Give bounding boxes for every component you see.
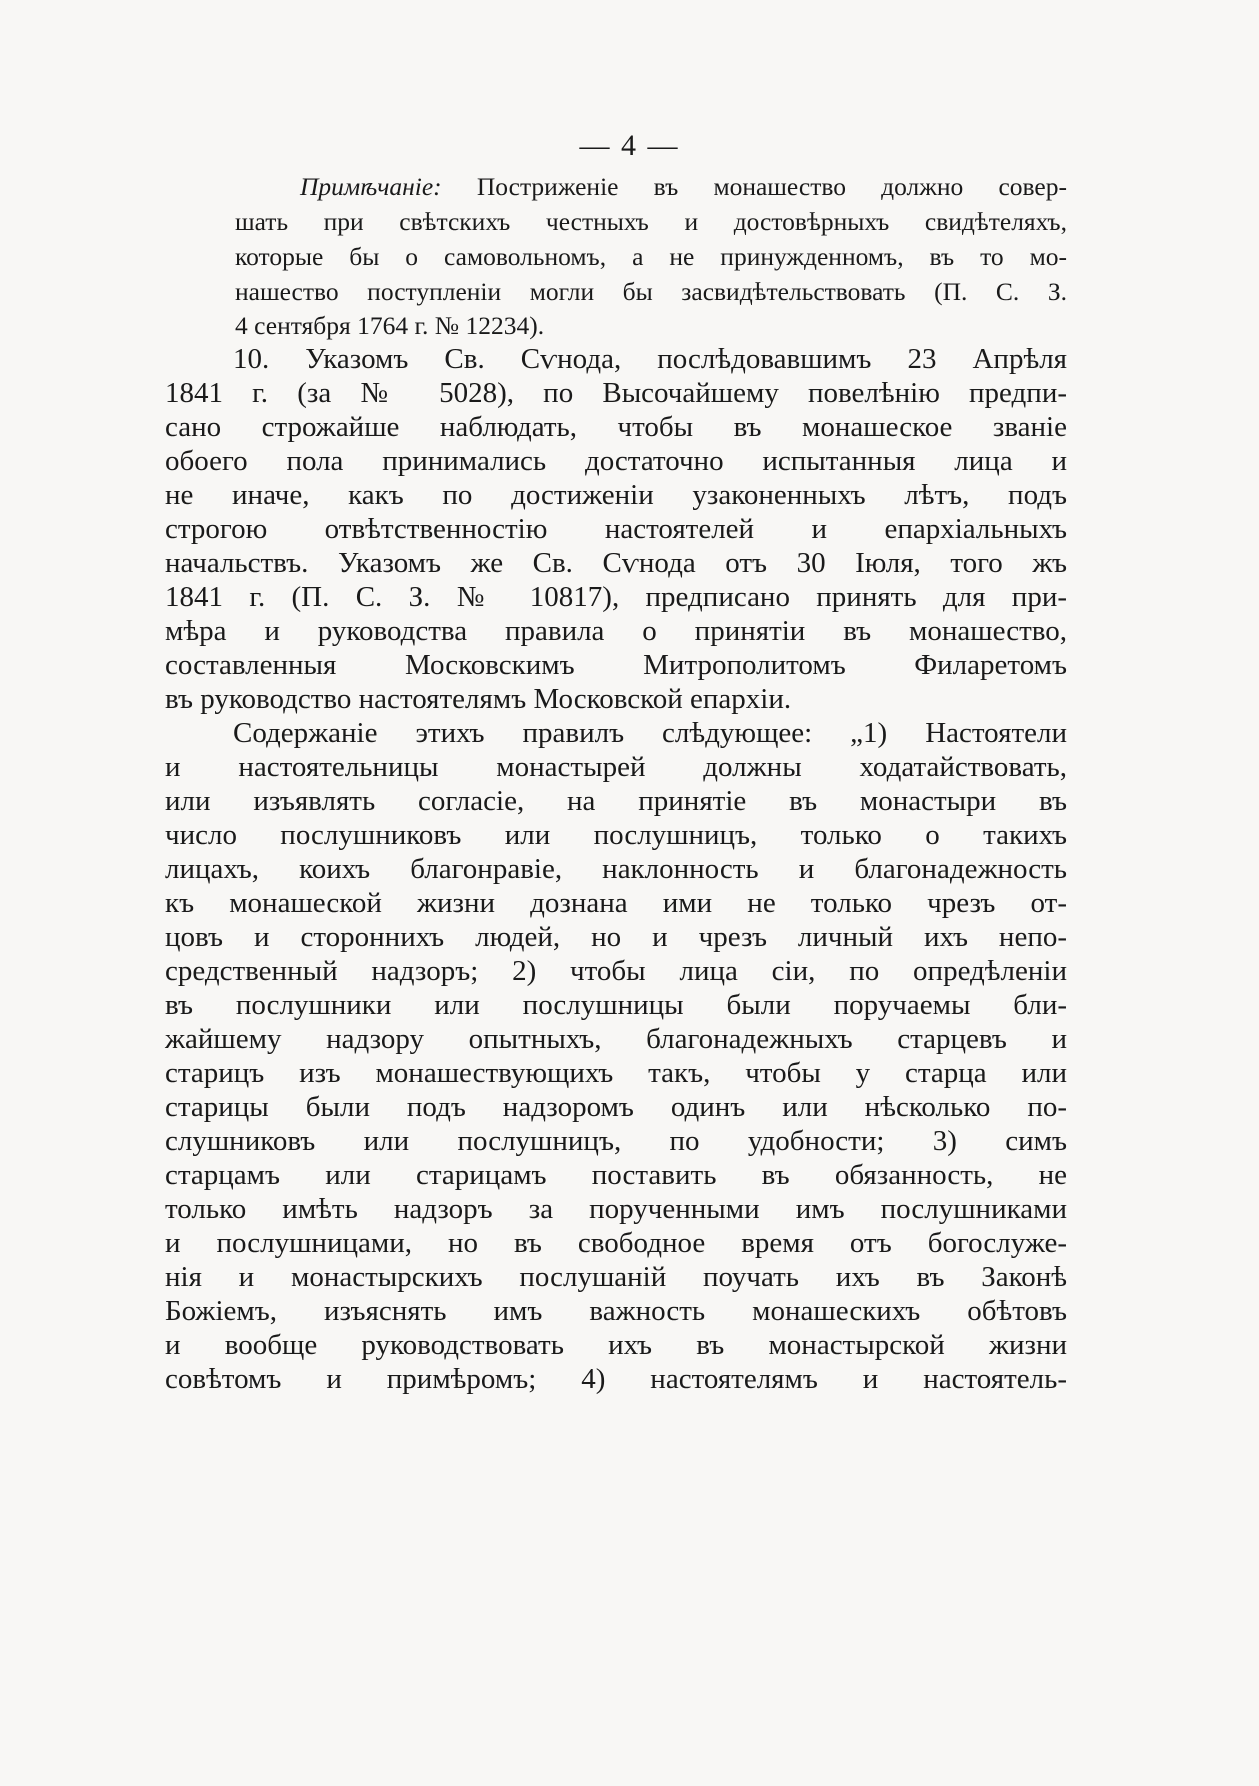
- note-first-line-text: Постриженіе въ монашество должно совер-: [441, 172, 1067, 201]
- page-number: — 4 —: [579, 129, 680, 162]
- note-line: которые бы о самовольномъ, а не принужденномъ, въ то мо-: [235, 242, 1067, 271]
- paragraph-line: въ послушники или послушницы были поручаемы бли-: [165, 989, 1067, 1021]
- paragraph-line: составленныя Московскимъ Митрополитомъ Филаретомъ: [165, 649, 1067, 681]
- paragraph-line: и послушницами, но въ свободное время отъ богослуже-: [165, 1227, 1067, 1259]
- paragraph-line: не иначе, какъ по достиженіи узаконенныхъ лѣтъ, подъ: [165, 479, 1067, 511]
- paragraph-line: средственный надзоръ; 2) чтобы лица сіи, по опредѣленіи: [165, 955, 1067, 987]
- paragraph-line: или изъявлять согласіе, на принятіе въ монастыри въ: [165, 785, 1067, 817]
- paragraph-line: жайшему надзору опытныхъ, благонадежныхъ старцевъ и: [165, 1023, 1067, 1055]
- paragraph-line: старцамъ или старицамъ поставить въ обязанность, не: [165, 1159, 1067, 1191]
- paragraph-line: 10. Указомъ Св. Сѵнода, послѣдовавшимъ 23 Апрѣля: [233, 343, 1067, 375]
- note-line: 4 сентября 1764 г. № 12234).: [235, 311, 545, 340]
- paragraph-line: лицахъ, коихъ благонравіе, наклонность и благонадежность: [165, 853, 1067, 885]
- paragraph-line: строгою отвѣтственностію настоятелей и епархіальныхъ: [165, 513, 1067, 545]
- paragraph-line: старицы были подъ надзоромъ одинъ или нѣсколько по-: [165, 1091, 1067, 1123]
- note-label: Примѣчаніе:: [300, 172, 442, 201]
- paragraph-line: 1841 г. (П. С. З. № 10817), предписано принять для при-: [165, 581, 1067, 613]
- paragraph-line: только имѣть надзоръ за порученными имъ послушниками: [165, 1193, 1067, 1225]
- paragraph-line: Содержаніе этихъ правилъ слѣдующее: „1) Настоятели: [233, 717, 1067, 749]
- paragraph-line: цовъ и стороннихъ людей, но и чрезъ личный ихъ непо-: [165, 921, 1067, 953]
- note-line: нашество поступленіи могли бы засвидѣтельствовать (П. С. З.: [235, 277, 1067, 306]
- note-line: [300, 172, 1067, 202]
- paragraph-line: обоего пола принимались достаточно испытанныя лица и: [165, 445, 1067, 477]
- paragraph-line: къ монашеской жизни дознана ими не только чрезъ от-: [165, 887, 1067, 919]
- paragraph-line: старицъ изъ монашествующихъ такъ, чтобы у старца или: [165, 1057, 1067, 1089]
- paragraph-line: нія и монастырскихъ послушаній поучать ихъ въ Законѣ: [165, 1261, 1067, 1293]
- note-line: шать при свѣтскихъ честныхъ и достовѣрныхъ свидѣтеляхъ,: [235, 207, 1067, 236]
- paragraph-line: начальствъ. Указомъ же Св. Сѵнода отъ 30 Іюля, того жъ: [165, 547, 1067, 579]
- paragraph-line: и настоятельницы монастырей должны ходатайствовать,: [165, 751, 1067, 783]
- paragraph-line: мѣра и руководства правила о принятіи въ монашество,: [165, 615, 1067, 647]
- paragraph-line: совѣтомъ и примѣромъ; 4) настоятелямъ и настоятель-: [165, 1363, 1067, 1395]
- paragraph-line: число послушниковъ или послушницъ, только о такихъ: [165, 819, 1067, 851]
- paragraph-line: Божіемъ, изъяснять имъ важность монашескихъ обѣтовъ: [165, 1295, 1067, 1327]
- paragraph-line: сано строжайше наблюдать, чтобы въ монашеское званіе: [165, 411, 1067, 443]
- paragraph-line: слушниковъ или послушницъ, по удобности; 3) симъ: [165, 1125, 1067, 1157]
- paragraph-line: 1841 г. (за № 5028), по Высочайшему повелѣнію предпи-: [165, 377, 1067, 409]
- paragraph-line: въ руководство настоятелямъ Московской епархіи.: [165, 683, 792, 715]
- paragraph-line: и вообще руководствовать ихъ въ монастырской жизни: [165, 1329, 1067, 1361]
